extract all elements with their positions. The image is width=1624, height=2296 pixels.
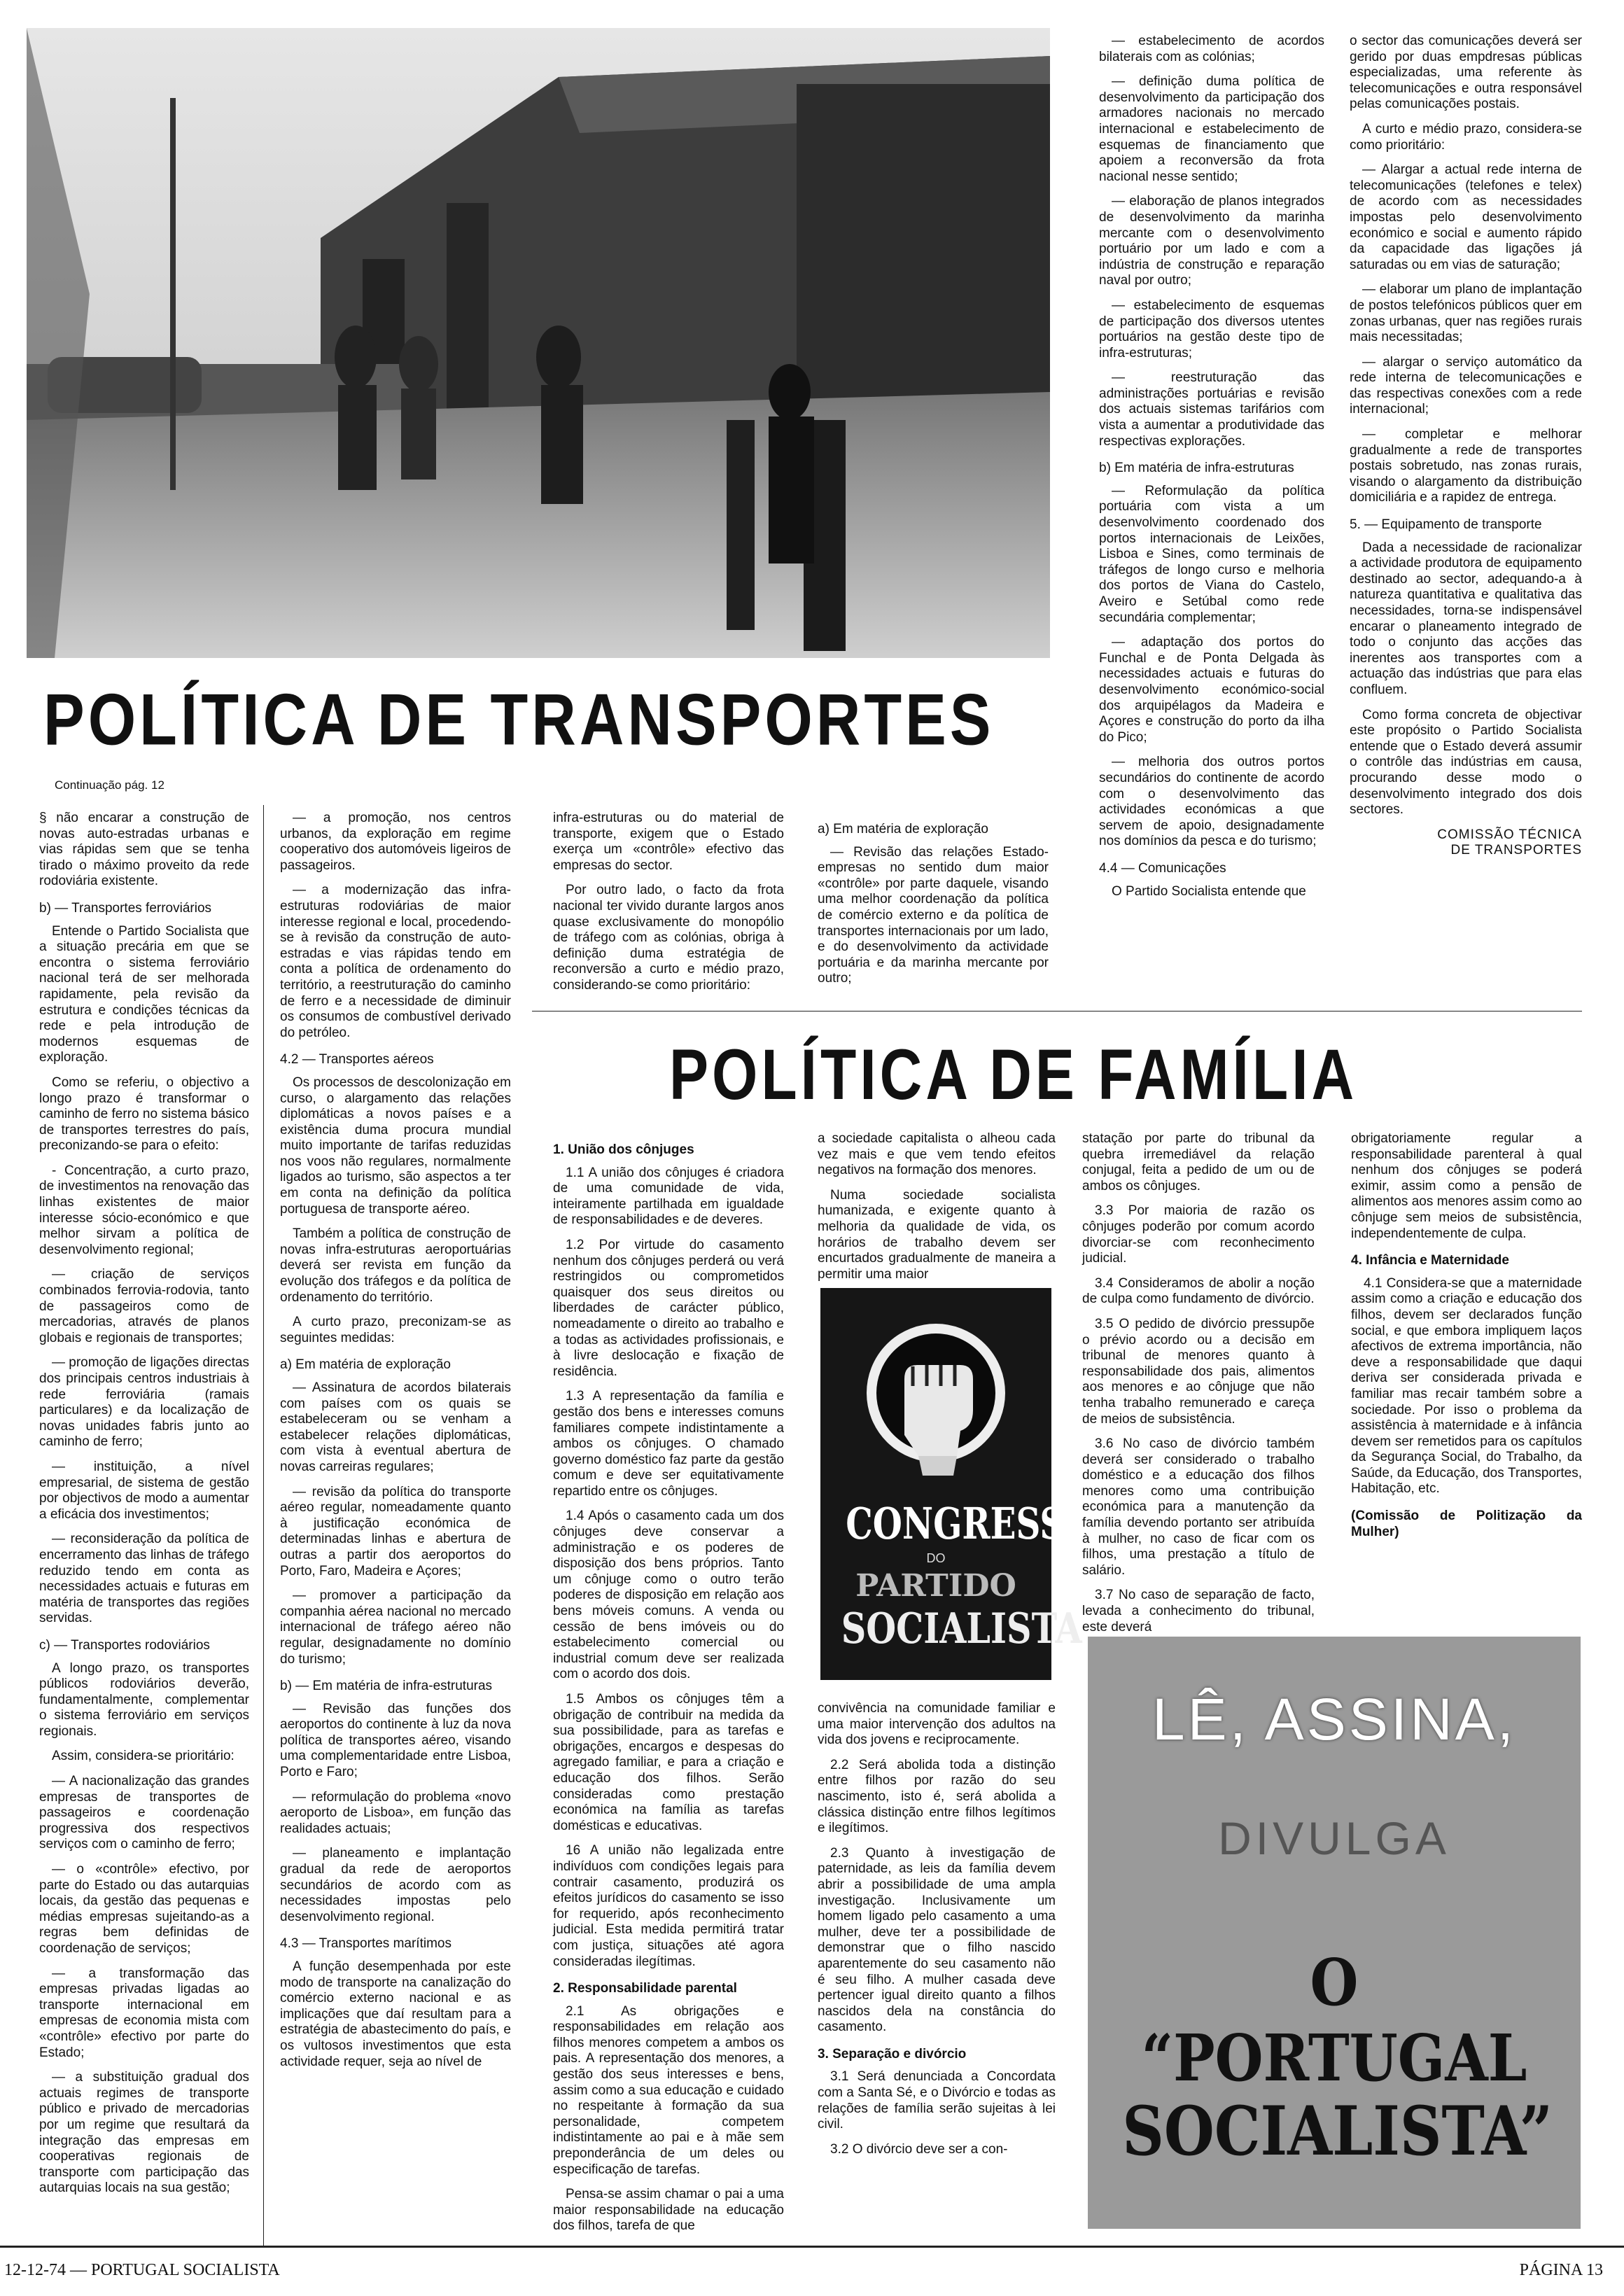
- paragraph: 3.6 No caso de divórcio também deverá ser considerado o trabalho doméstico e a educação dos filhos menores como uma contribuição económica para a manutenção da família devendo portanto ser atribuída à mulher, no caso de ficar com os filhos, uma prestação a título de salário.: [1082, 1436, 1315, 1578]
- paragraph: 1.3 A representação da família e gestão dos bens e interesses comuns familiares compete indistintamente a ambos os cônjuges. O chamado governo doméstico faz parte da gestão comum e deve ser equitativamente repartido entre os cônjuges.: [553, 1389, 784, 1499]
- section-heading: 2. Responsabilidade parental: [553, 1981, 737, 1996]
- section-heading: b) — Transportes ferroviários: [39, 900, 212, 916]
- section-heading: 1. União dos cônjuges: [553, 1142, 694, 1157]
- congresso-title: CONGRESSO: [846, 1498, 1094, 1549]
- street-photo: [27, 28, 1050, 658]
- transportes-column-1: [39, 811, 249, 2206]
- paragraph: a sociedade capitalista o alheou cada vez mais e que vem tendo efeitos negativos na formação dos menores.: [818, 1131, 1056, 1178]
- photo-image: [27, 28, 1050, 658]
- section-heading: 3. Separação e divórcio: [818, 2046, 967, 2062]
- paragraph: — alargar o serviço automático da rede interna de telecomunicações e das respectivas conexões com a rede internacional;: [1350, 354, 1582, 417]
- paragraph: 4.1 Considera-se que a maternidade assim como a criação e educação dos filhos, devem ser declarados função social, e que embora impliquem laços afectivos de extrema importância, não deve a responsabilidade que daqui deriva ser considerada privada e familiar mas recair também sobre a sociedade. Por isso o problema da assistência à maternidade e à infância devem ser remetidos para os capítulos da Segurança Social, do Trabalho, da Saúde, da Educação, dos Transportes, Habitação, etc.: [1351, 1275, 1582, 1497]
- section-heading: b) Em matéria de infra-estruturas: [1099, 461, 1294, 476]
- transportes-headline: POLÍTICA DE TRANSPORTES: [43, 678, 995, 760]
- paragraph: — estabelecimento de esquemas de participação dos diversos utentes portuários na gestão deste tipo de infra-estruturas;: [1099, 298, 1324, 360]
- continuation-note: Continuação pág. 12: [55, 778, 164, 792]
- paragraph: Como forma concreta de objectivar este propósito o Partido Socialista entende que o Estado deverá assumir o contrôle das indústrias em causa, procurando desse modo o desenvolvimento integrado dos dois sectores.: [1350, 707, 1582, 818]
- congresso-socialista: SOCIALISTA: [841, 1604, 1082, 1653]
- paragraph: — a modernização das infra-estruturas rodoviárias de maior interesse regional e local, procedendo-se à revisão da construção de auto-estradas e vias rápidas tendo em conta a política de ordenamento do território, a reestruturação do caminho de ferro e a necessidade de diminuir os consumos de combustível derivado do petróleo.: [280, 883, 511, 1040]
- familia-column-2a: [818, 1131, 1056, 1292]
- paragraph: — a promoção, nos centros urbanos, da exploração em regime cooperativo dos automóveis ligeiros de passageiros.: [280, 811, 511, 873]
- paragraph: - Concentração, a curto prazo, de investimentos na renovação das linhas existentes de maior interesse sócio-económico e que melhor sirvam a política de desenvolvimento regional;: [39, 1163, 249, 1257]
- familia-headline: POLÍTICA DE FAMÍLIA: [669, 1034, 1358, 1114]
- paragraph: — elaborar um plano de implantação de postos telefónicos públicos quer em zonas urbanas, quer nas regiões rurais mais necessitadas;: [1350, 282, 1582, 345]
- paragraph: A função desempenhada por este modo de transporte na canalização do comércio externo nacional e as implicações que daí resultam para a estratégia de abastecimento do país, e os vultosos investimentos que esta actividade requer, seja ao nível de: [280, 1959, 511, 2069]
- paragraph: A curto prazo, preconizam-se as seguintes medidas:: [280, 1315, 511, 1345]
- top-right-column-1: [1099, 34, 1324, 909]
- congresso-partido: PARTIDO: [855, 1568, 1016, 1604]
- transportes-column-3: [553, 811, 784, 1003]
- familia-column-1: [553, 1131, 784, 2244]
- paragraph: — a substituição gradual dos actuais regimes de transporte público e privado de mercadorias por um regime que resultará da integração das empresas em cooperativas regionais de transporte com participação das autarquias locais na sua gestão;: [39, 2070, 249, 2196]
- subscribe-ad: [1088, 1637, 1581, 2229]
- familia-column-3: [1082, 1131, 1315, 1644]
- paragraph: — criação de serviços combinados ferrovia-rodovia, tanto de passageiros como de mercadorias, através de planos globais e regionais de transportes;: [39, 1267, 249, 1345]
- paragraph: 3.3 Por maioria de razão os cônjuges poderão por comum acordo divorciar-se com reconhecimento judicial.: [1082, 1203, 1315, 1266]
- paragraph: § não encarar a construção de novas auto-estradas urbanas e vias rápidas sem que se tenha tirado o máximo proveito da rede rodoviária existente.: [39, 811, 249, 889]
- ad-line-2: DIVULGA: [1218, 1812, 1450, 1864]
- transportes-column-4: [818, 811, 1049, 996]
- paragraph: 3.7 No caso de separação de facto, levada a conhecimento do tribunal, este deverá: [1082, 1588, 1315, 1634]
- paragraph: — reestruturação das administrações portuárias e revisão dos actuais sistemas tarifários com vista a aumentar a produtividade das respectivas explorações.: [1099, 370, 1324, 449]
- ad-line-1: LÊ, ASSINA,: [1152, 1686, 1517, 1752]
- paragraph: Pensa-se assim chamar o pai a uma maior responsabilidade na educação dos filhos, tarefa de que: [553, 2187, 784, 2234]
- ad-line-4: SOCIALISTA”: [1122, 2092, 1553, 2171]
- section-heading: c) — Transportes rodoviários: [39, 1637, 210, 1653]
- paragraph: obrigatoriamente regular a responsabilidade parenteral à qual nenhum dos cônjuges se poderá eximir, assim como a pensão de alimentos aos menores assim como ao cônjuge sem meios de subsistência, independentemente de culpa.: [1351, 1131, 1582, 1241]
- paragraph: Entende o Partido Socialista que a situação precária em que se encontra o sistema ferroviário nacional terá de ser melhorada rapidamente, pela revisão da estrutura e condições técnicas da rede e pela introdução de modernos esquemas de exploração.: [39, 923, 249, 1065]
- paragraph: 2.2 Será abolida toda a distinção entre filhos por razão do seu nascimento, isto é, será abolida a clássica distinção entre filhos legítimos e ilegítimos.: [818, 1757, 1056, 1836]
- paragraph: Por outro lado, o facto da frota nacional ter vivido durante largos anos quase exclusivamente do monopólio de tráfego com as colónias, obriga à definição duma estratégia de reconversão a curto e médio prazo, considerando-se como prioritário:: [553, 883, 784, 993]
- signature-transportes: COMISSÃO TÉCNICA DE TRANSPORTES: [1437, 827, 1582, 858]
- paragraph: — completar e melhorar gradualmente a rede de transportes postais sobretudo, nas zonas rurais, visando o alargamento da distribuição domiciliária e a rapidez de entrega.: [1350, 427, 1582, 505]
- paragraph: 1.4 Após o casamento cada um dos cônjuges deve conservar a administração e os poderes de disposição dos bens próprios. Tanto um cônjuge como o outro terão poderes de disposição em relação aos bens móveis comuns. A venda ou cessão de bens imóveis ou do estabelecimento comercial ou industrial comum deve ser realizada com o acordo dos dois.: [553, 1508, 784, 1682]
- paragraph: infra-estruturas ou do material de transporte, exigem que o Estado exerça um «contrôle» efectivo das empresas do sector.: [553, 811, 784, 873]
- paragraph: Numa sociedade socialista humanizada, e exigente quanto à melhoria da qualidade de vida, os horários de trabalho devem ser encurtados gradualmente de maneira a permitir uma maior: [818, 1187, 1056, 1282]
- section-heading: a) Em matéria de exploração: [280, 1357, 451, 1373]
- paragraph: — instituição, a nível empresarial, de sistema de gestão por objectivos de modo a aumentar a eficácia dos investimentos;: [39, 1459, 249, 1522]
- paragraph: Os processos de descolonização em curso, o alargamento das relações diplomáticas a novos países e a existência duma procura mundial muito importante de tarifas reduzidas nos voos não regulares, normalmente ligados ao turismo, são aspectos a ter em conta na definição da política portuguesa de transporte aéreo.: [280, 1074, 511, 1217]
- footer-date-title: 12-12-74 — PORTUGAL SOCIALISTA: [4, 2261, 280, 2279]
- paragraph: — a transformação das empresas privadas ligadas ao transporte internacional em empresas de economia mista com «contrôle» efectivo por parte do Estado;: [39, 1966, 249, 2060]
- paragraph: — definição duma política de desenvolvimento da participação dos armadores nacionais no mercado internacional e estabelecimento de esquemas de financiamento que apoiem a reconversão da frota nacional nesse sentido;: [1099, 74, 1324, 184]
- paragraph: 2.1 As obrigações e responsabilidades em relação aos filhos menores competem a ambos os pais. A representação dos menores, a gestão dos seus interesses e bens, assim como a sua educação e cuidado no respeitante à formação da sua personalidade, competem indistintamente ao pai e à mãe sem preponderância de um deles ou especificação de tarefas.: [553, 2003, 784, 2177]
- paragraph: 3.4 Consideramos de abolir a noção de culpa como fundamento de divórcio.: [1082, 1275, 1315, 1307]
- paragraph: — Alargar a actual rede interna de telecomunicações (telefones e telex) de acordo com as necessidades impostas pelo desenvolvimento económico e social e aumento rápido da capacidade das ligações já saturadas ou em vias de saturação;: [1350, 162, 1582, 272]
- paragraph: O Partido Socialista entende que: [1112, 883, 1306, 899]
- familia-column-4: [1351, 1131, 1582, 1547]
- paragraph: — Assinatura de acordos bilaterais com países com os quais se estabeleceram ou se venham a estabelecer relações diplomáticas, com vista à eventual abertura de novas carreiras regulares;: [280, 1380, 511, 1474]
- congresso-do: DO: [926, 1551, 946, 1565]
- raised-fist-icon: [820, 1288, 1051, 1498]
- paragraph: A longo prazo, os transportes públicos rodoviários deverão, fundamentalmente, complementar o sistema ferroviário em serviços regionais.: [39, 1660, 249, 1739]
- paragraph: — revisão da política do transporte aéreo regular, nomeadamente quanto à justificação económica de determinadas linhas e abertura de outras a partir dos aeroportos do Porto, Faro, Madeira e Açores;: [280, 1484, 511, 1578]
- footer-rule: [0, 2246, 1624, 2248]
- paragraph: 3.1 Será denunciada a Concordata com a Santa Sé, e o Divórcio e todas as relações de família serão sujeitas à lei civil.: [818, 2069, 1056, 2132]
- congresso-poster: [820, 1288, 1094, 1680]
- paragraph: 3.2 O divórcio deve ser a con-: [830, 2141, 1008, 2157]
- paragraph: statação por parte do tribunal da quebra irremediável da relação conjugal, feita a pedido de um ou de ambos os cônjuges.: [1082, 1131, 1315, 1194]
- paragraph: Dada a necessidade de racionalizar a actividade produtora de equipamento destinado ao sector, adequando-a à natureza quantitativa e qualitativa das necessidades, torna-se indispensável encarar o planeamento integrado de todo o conjunto das acções das inerentes aos transportes com a actuação das indústrias que para elas confluem.: [1350, 540, 1582, 697]
- section-heading: (Comissão de Politização da Mulher): [1351, 1508, 1582, 1539]
- paragraph: 2.3 Quanto à investigação de paternidade, as leis da família devem abrir a possibilidade de uma ampla investigação. Inclusivamente um homem ligado pelo casamento a uma mulher, deve ter a possibilidade de demonstrar que o filho nascido aparentemente do seu casamento não é seu filho. A mulher casada deve pertencer igual direito quanto a filhos nascidos dela na constância do casamento.: [818, 1845, 1056, 2035]
- paragraph: — Reformulação da política portuária com vista a um desenvolvimento coordenado dos portos internacionais de Leixões, Lisboa e Sines, como terminais de tráfegos de longo curso e melhoria dos portos de Viana do Castelo, Aveiro e Setúbal como rede secundária complementar;: [1099, 483, 1324, 625]
- section-heading: 4.4 — Comunicações: [1099, 860, 1226, 876]
- top-right-column-2: [1350, 34, 1582, 859]
- paragraph: 16 A união não legalizada entre indivíduos com condições legais para contrair casamento, produzirá os efeitos jurídicos do casamento se isso for requerido, após reconhecimento judicial. Esta medida permitirá tratar com justiça, situações até agora consideradas ilegítimas.: [553, 1843, 784, 1969]
- paragraph: — A nacionalização das grandes empresas de transportes de passageiros e coordenação progressiva dos respectivos serviços com o caminho de ferro;: [39, 1774, 249, 1852]
- paragraph: — elaboração de planos integrados de desenvolvimento da marinha mercante com o desenvolvimento portuário por um lado e com a indústria de construção e reparação naval por outro;: [1099, 194, 1324, 288]
- paragraph: — Revisão das relações Estado-empresas no sentido dum maior «contrôle» por parte daquele, visando uma melhor coordenação da política de comércio externo e da política de transportes internacionais por um lado, e do desenvolvimento da actividade portuária e da marinha mercante por outro;: [818, 844, 1049, 986]
- paragraph: — adaptação dos portos do Funchal e de Ponta Delgada às necessidades actuais e futuras do desenvolvimento económico-social dos arquipélagos da Madeira e Açores e construção do porto da ilha do Pico;: [1099, 635, 1324, 745]
- ad-line-3: O “PORTUGAL: [1141, 1945, 1527, 2096]
- paragraph: — melhoria dos outros portos secundários do continente de acordo com o desenvolvimento das actividades económicas a que servem de apoio, designadamente nos domínios da pesca e do turismo;: [1099, 755, 1324, 849]
- section-heading: 4.3 — Transportes marítimos: [280, 1936, 451, 1952]
- paragraph: — planeamento e implantação gradual da rede de aeroportos secundários de acordo com as necessidades impostas pelo desenvolvimento regional.: [280, 1846, 511, 1924]
- column-rule: [263, 805, 264, 2247]
- paragraph: Também a política de construção de novas infra-estruturas aeroportuárias deverá ser revista em função da evolução dos tráfegos e da política de ordenamento do território.: [280, 1226, 511, 1305]
- paragraph: — Revisão das funções dos aeroportos do continente à luz da nova política de transportes aéreo, visando uma complementaridade entre Lisboa, Porto e Faro;: [280, 1701, 511, 1780]
- section-heading: 4. Infância e Maternidade: [1351, 1253, 1509, 1268]
- paragraph: o sector das comunicações deverá ser gerido por duas empdresas públicas especializadas, uma referente às telecomunicações e outra responsável pelas comunicações postais.: [1350, 34, 1582, 112]
- section-heading: 5. — Equipamento de transporte: [1350, 517, 1542, 533]
- paragraph: Assim, considera-se prioritário:: [52, 1749, 234, 1764]
- section-heading: 4.2 — Transportes aéreos: [280, 1052, 434, 1068]
- paragraph: convivência na comunidade familiar e uma maior intervenção dos adultos na vida dos jovens e reciprocamente.: [818, 1701, 1056, 1748]
- section-heading: a) Em matéria de exploração: [818, 822, 988, 836]
- paragraph: 1.1 A união dos cônjuges é criadora de uma comunidade de vida, inteiramente partilhada em igualdade de responsabilidades e de deveres.: [553, 1165, 784, 1228]
- paragraph: A curto e médio prazo, considera-se como prioritário:: [1350, 121, 1582, 153]
- section-heading: b) — Em matéria de infra-estruturas: [280, 1679, 493, 1694]
- paragraph: — promoção de ligações directas dos principais centros industriais à rede ferroviária (ramais particulares) e da localização de novas unidades fabris junto ao caminho de ferro;: [39, 1355, 249, 1450]
- paragraph: Como se referiu, o objectivo a longo prazo é transformar o caminho de ferro no sistema básico de transportes terrestres do país, preconizando-se para o efeito:: [39, 1074, 249, 1154]
- page-number: PÁGINA 13: [1519, 2261, 1603, 2279]
- paragraph: 1.5 Ambos os cônjuges têm a obrigação de contribuir na medida da sua possibilidade, para as tarefas e obrigações, encargos e despesas do agregado familiar, e para a criação e educação dos filhos. Serão consideradas como prestação económica na família as tarefas domésticas e educativas.: [553, 1692, 784, 1833]
- paragraph: — o «contrôle» efectivo, por parte do Estado ou das autarquias locais, da gestão das pequenas e médias empresas sujeitando-as a regras bem definidas de coordenação de serviços;: [39, 1862, 249, 1956]
- paragraph: — estabelecimento de acordos bilaterais com as colónias;: [1099, 34, 1324, 64]
- paragraph: — reformulação do problema «novo aeroporto de Lisboa», em função das realidades actuais;: [280, 1789, 511, 1836]
- paragraph: 3.5 O pedido de divórcio pressupõe o prévio acordo ou a decisão em tribunal de menores quanto à responsabilidade dos pais, alimentos aos menores e ao cônjuge que não tenha trabalho remunerado e careça de meios de subsistência.: [1082, 1316, 1315, 1427]
- paragraph: — promover a participação da companhia aérea nacional no mercado internacional de tráfego aéreo não regular, designadamente no domínio do turismo;: [280, 1588, 511, 1667]
- familia-column-2b: [818, 1701, 1056, 2166]
- paragraph: 1.2 Por virtude do casamento nenhum dos cônjuges perderá ou verá restringidos ou comprometidos quaisquer dos seus direitos ou liberdades de carácter público, nomeadamente o direito ao trabalho e a todas as actividades profissionais, e à livre deslocação e fixação de residência.: [553, 1237, 784, 1379]
- paragraph: — reconsideração da política de encerramento das linhas de tráfego reduzido tendo em conta as necessidades actuais e futuras em matéria de transportes das regiões servidas.: [39, 1532, 249, 1626]
- transportes-column-2: [280, 811, 511, 2079]
